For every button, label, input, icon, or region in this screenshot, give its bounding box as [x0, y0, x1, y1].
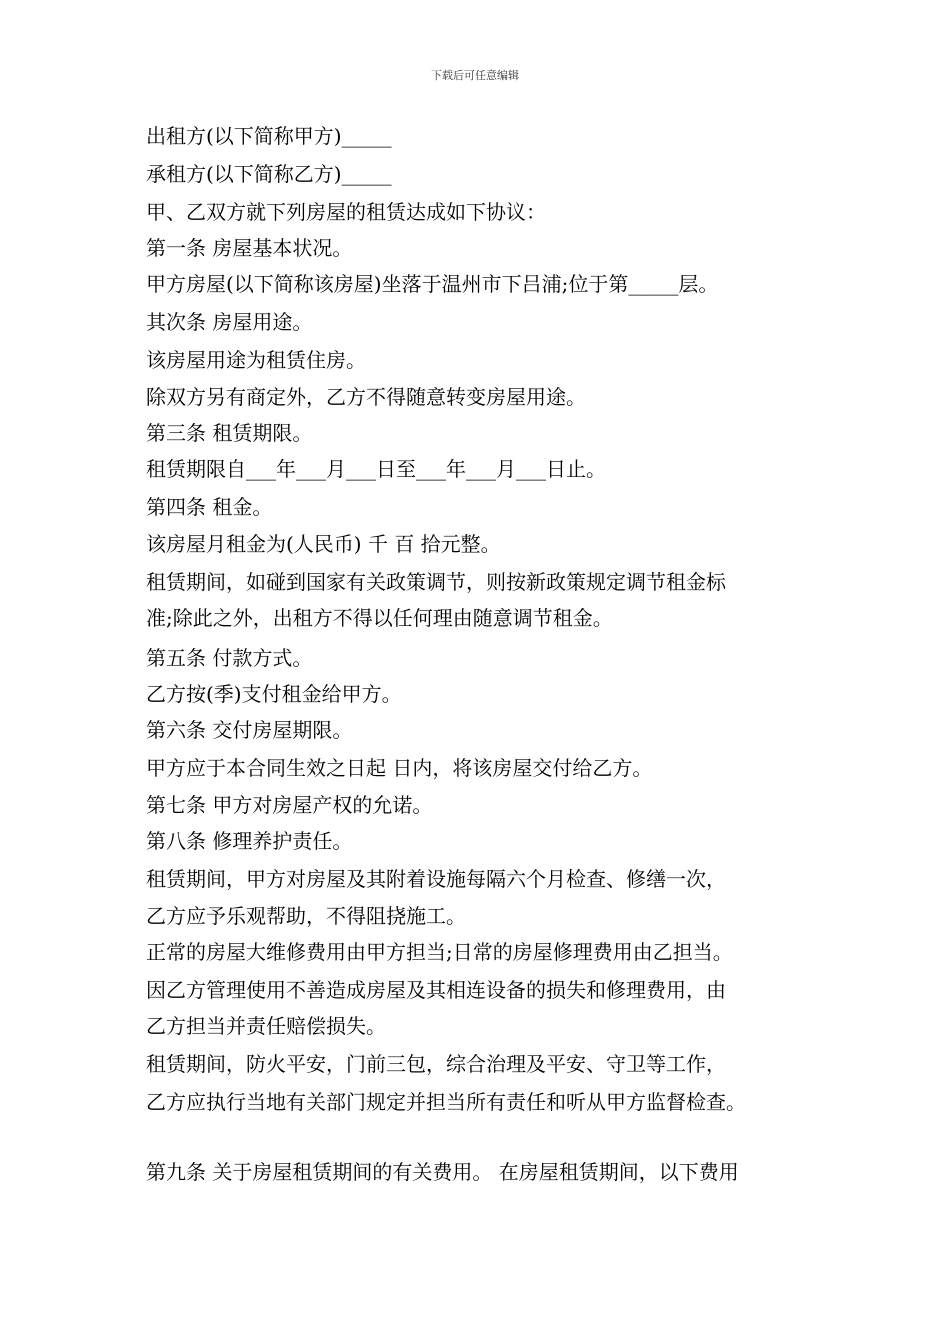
contract-line: 第六条 交付房屋期限。 — [146, 718, 353, 742]
contract-line: 甲方应于本合同生效之日起 日内，将该房屋交付给乙方。 — [146, 756, 653, 780]
contract-line: 租赁期限自___年___月___日至___年___月___日止。 — [146, 457, 606, 481]
contract-line: 租赁期间，防火平安，门前三包，综合治理及平安、守卫等工作， — [146, 1052, 726, 1076]
header-note: 下载后可任意编辑 — [431, 69, 519, 82]
contract-line: 第七条 甲方对房屋产权的允诺。 — [146, 793, 433, 817]
contract-line: 乙方应予乐观帮助，不得阻挠施工。 — [146, 904, 466, 928]
contract-line: 因乙方管理使用不善造成房屋及其相连设备的损失和修理费用，由 — [146, 978, 726, 1002]
contract-line: 租赁期间，甲方对房屋及其附着设施每隔六个月检查、修缮一次， — [146, 867, 726, 891]
contract-line: 乙方应执行当地有关部门规定并担当所有责任和听从甲方监督检查。 — [146, 1090, 746, 1114]
contract-line: 准;除此之外，出租方不得以任何理由随意调节租金。 — [146, 606, 613, 630]
contract-line: 租赁期间，如碰到国家有关政策调节，则按新政策规定调节租金标 — [146, 570, 726, 594]
contract-line: 该房屋用途为租赁住房。 — [146, 348, 366, 372]
contract-line: 该房屋月租金为(人民币) 千 百 拾元整。 — [146, 532, 501, 556]
contract-line: 除双方另有商定外，乙方不得随意转变房屋用途。 — [146, 385, 586, 409]
contract-line: 第九条 关于房屋租赁期间的有关费用。 在房屋租赁期间，以下费用 — [146, 1160, 739, 1184]
contract-line: 出租方(以下简称甲方)_____ — [146, 124, 392, 148]
contract-line: 乙方担当并责任赔偿损失。 — [146, 1014, 386, 1038]
contract-line: 正常的房屋大维修费用由甲方担当;日常的房屋修理费用由乙担当。 — [146, 940, 733, 964]
contract-line: 甲方房屋(以下简称该房屋)坐落于温州市下吕浦;位于第_____层。 — [146, 272, 719, 296]
contract-line: 乙方按(季)支付租金给甲方。 — [146, 682, 402, 706]
contract-line: 其次条 房屋用途。 — [146, 310, 313, 334]
contract-line: 第一条 房屋基本状况。 — [146, 236, 353, 260]
contract-line: 第五条 付款方式。 — [146, 646, 313, 670]
contract-line: 第三条 租赁期限。 — [146, 421, 313, 445]
contract-line: 甲、乙双方就下列房屋的租赁达成如下协议： — [146, 200, 546, 224]
contract-line: 承租方(以下简称乙方)_____ — [146, 162, 392, 186]
contract-line: 第八条 修理养护责任。 — [146, 829, 353, 853]
contract-line: 第四条 租金。 — [146, 495, 273, 519]
